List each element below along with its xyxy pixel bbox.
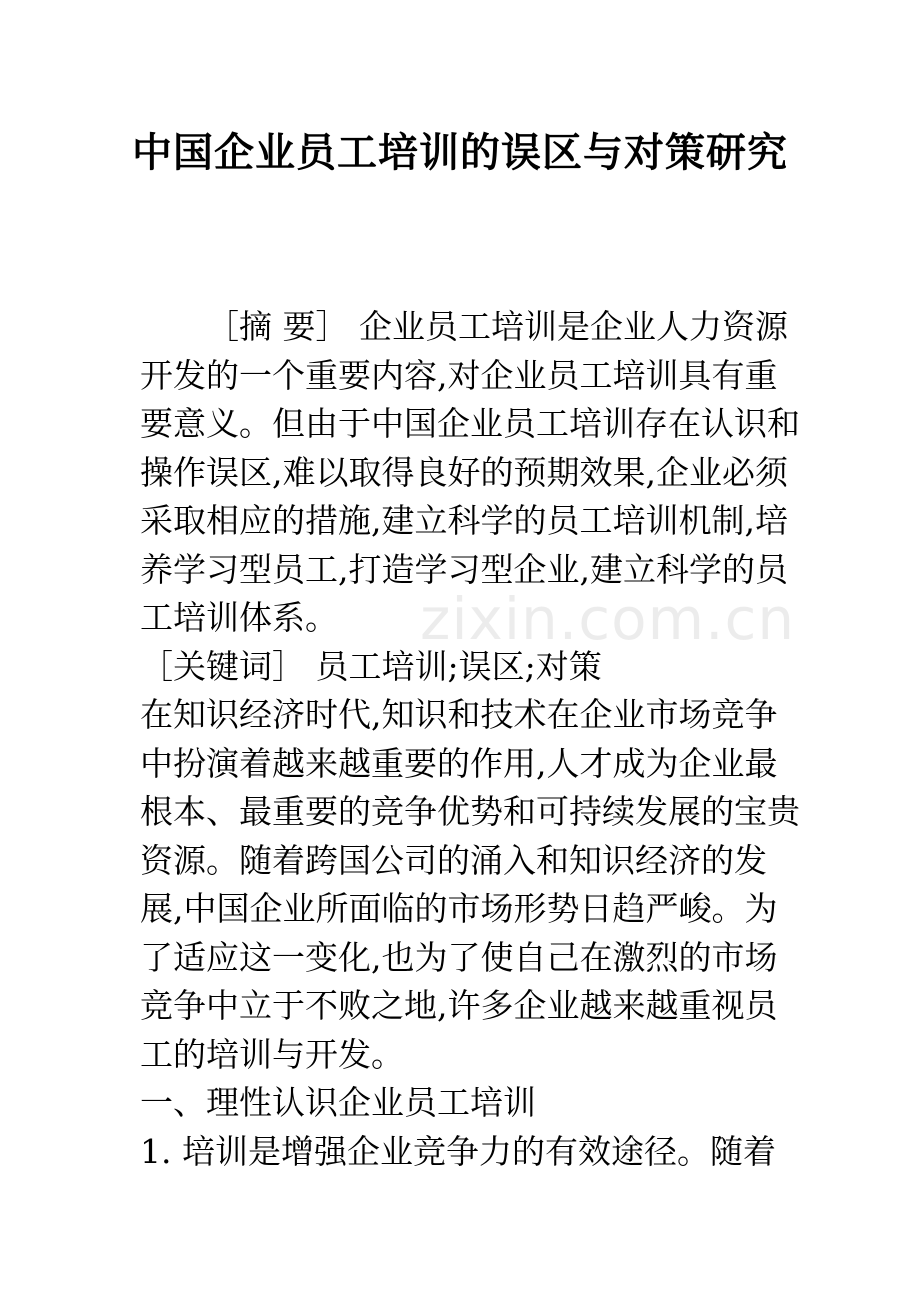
document-body <box>140 303 800 1176</box>
intro-paragraph: 在知识经济时代,知识和技术在企业市场竞争中扮演着越来越重要的作用,人才成为企业最根本、最重要的竞争优势和可持续发展的宝贵资源。随着跨国公司的涌入和知识经济的发展,中国企业所面临的市场形势日趋严峻。为了适应这一变化,也为了使自己在激烈的市场竞争中立于不败之地,许多企业越来越重视员工的培训与开发。 <box>140 695 800 1074</box>
abstract-paragraph <box>140 303 800 643</box>
section-heading: 一、理性认识企业员工培训 <box>140 1083 536 1122</box>
watermark: zixin.com.cn <box>420 585 796 653</box>
abstract-label: ［摘 要］ <box>206 307 349 346</box>
abstract-text: 企业员工培训是企业人力资源开发的一个重要内容,对企业员工培训具有重要意义。但由于中国企业员工培训存在认识和操作误区,难以取得良好的预期效果,企业必须采取相应的措施,建立科学的员工培训机制,培养学习型员工,打造学习型企业,建立科学的员工培训体系。 <box>140 307 800 637</box>
keywords-text: 员工培训;误区;对策 <box>315 646 602 686</box>
keywords-line <box>140 643 800 692</box>
point-1-paragraph: 1. 培训是增强企业竞争力的有效途径。随着 <box>140 1131 776 1171</box>
document-title: 中国企业员工培训的误区与对策研究 <box>132 129 788 176</box>
keywords-label: ［关键词］ <box>140 646 305 686</box>
